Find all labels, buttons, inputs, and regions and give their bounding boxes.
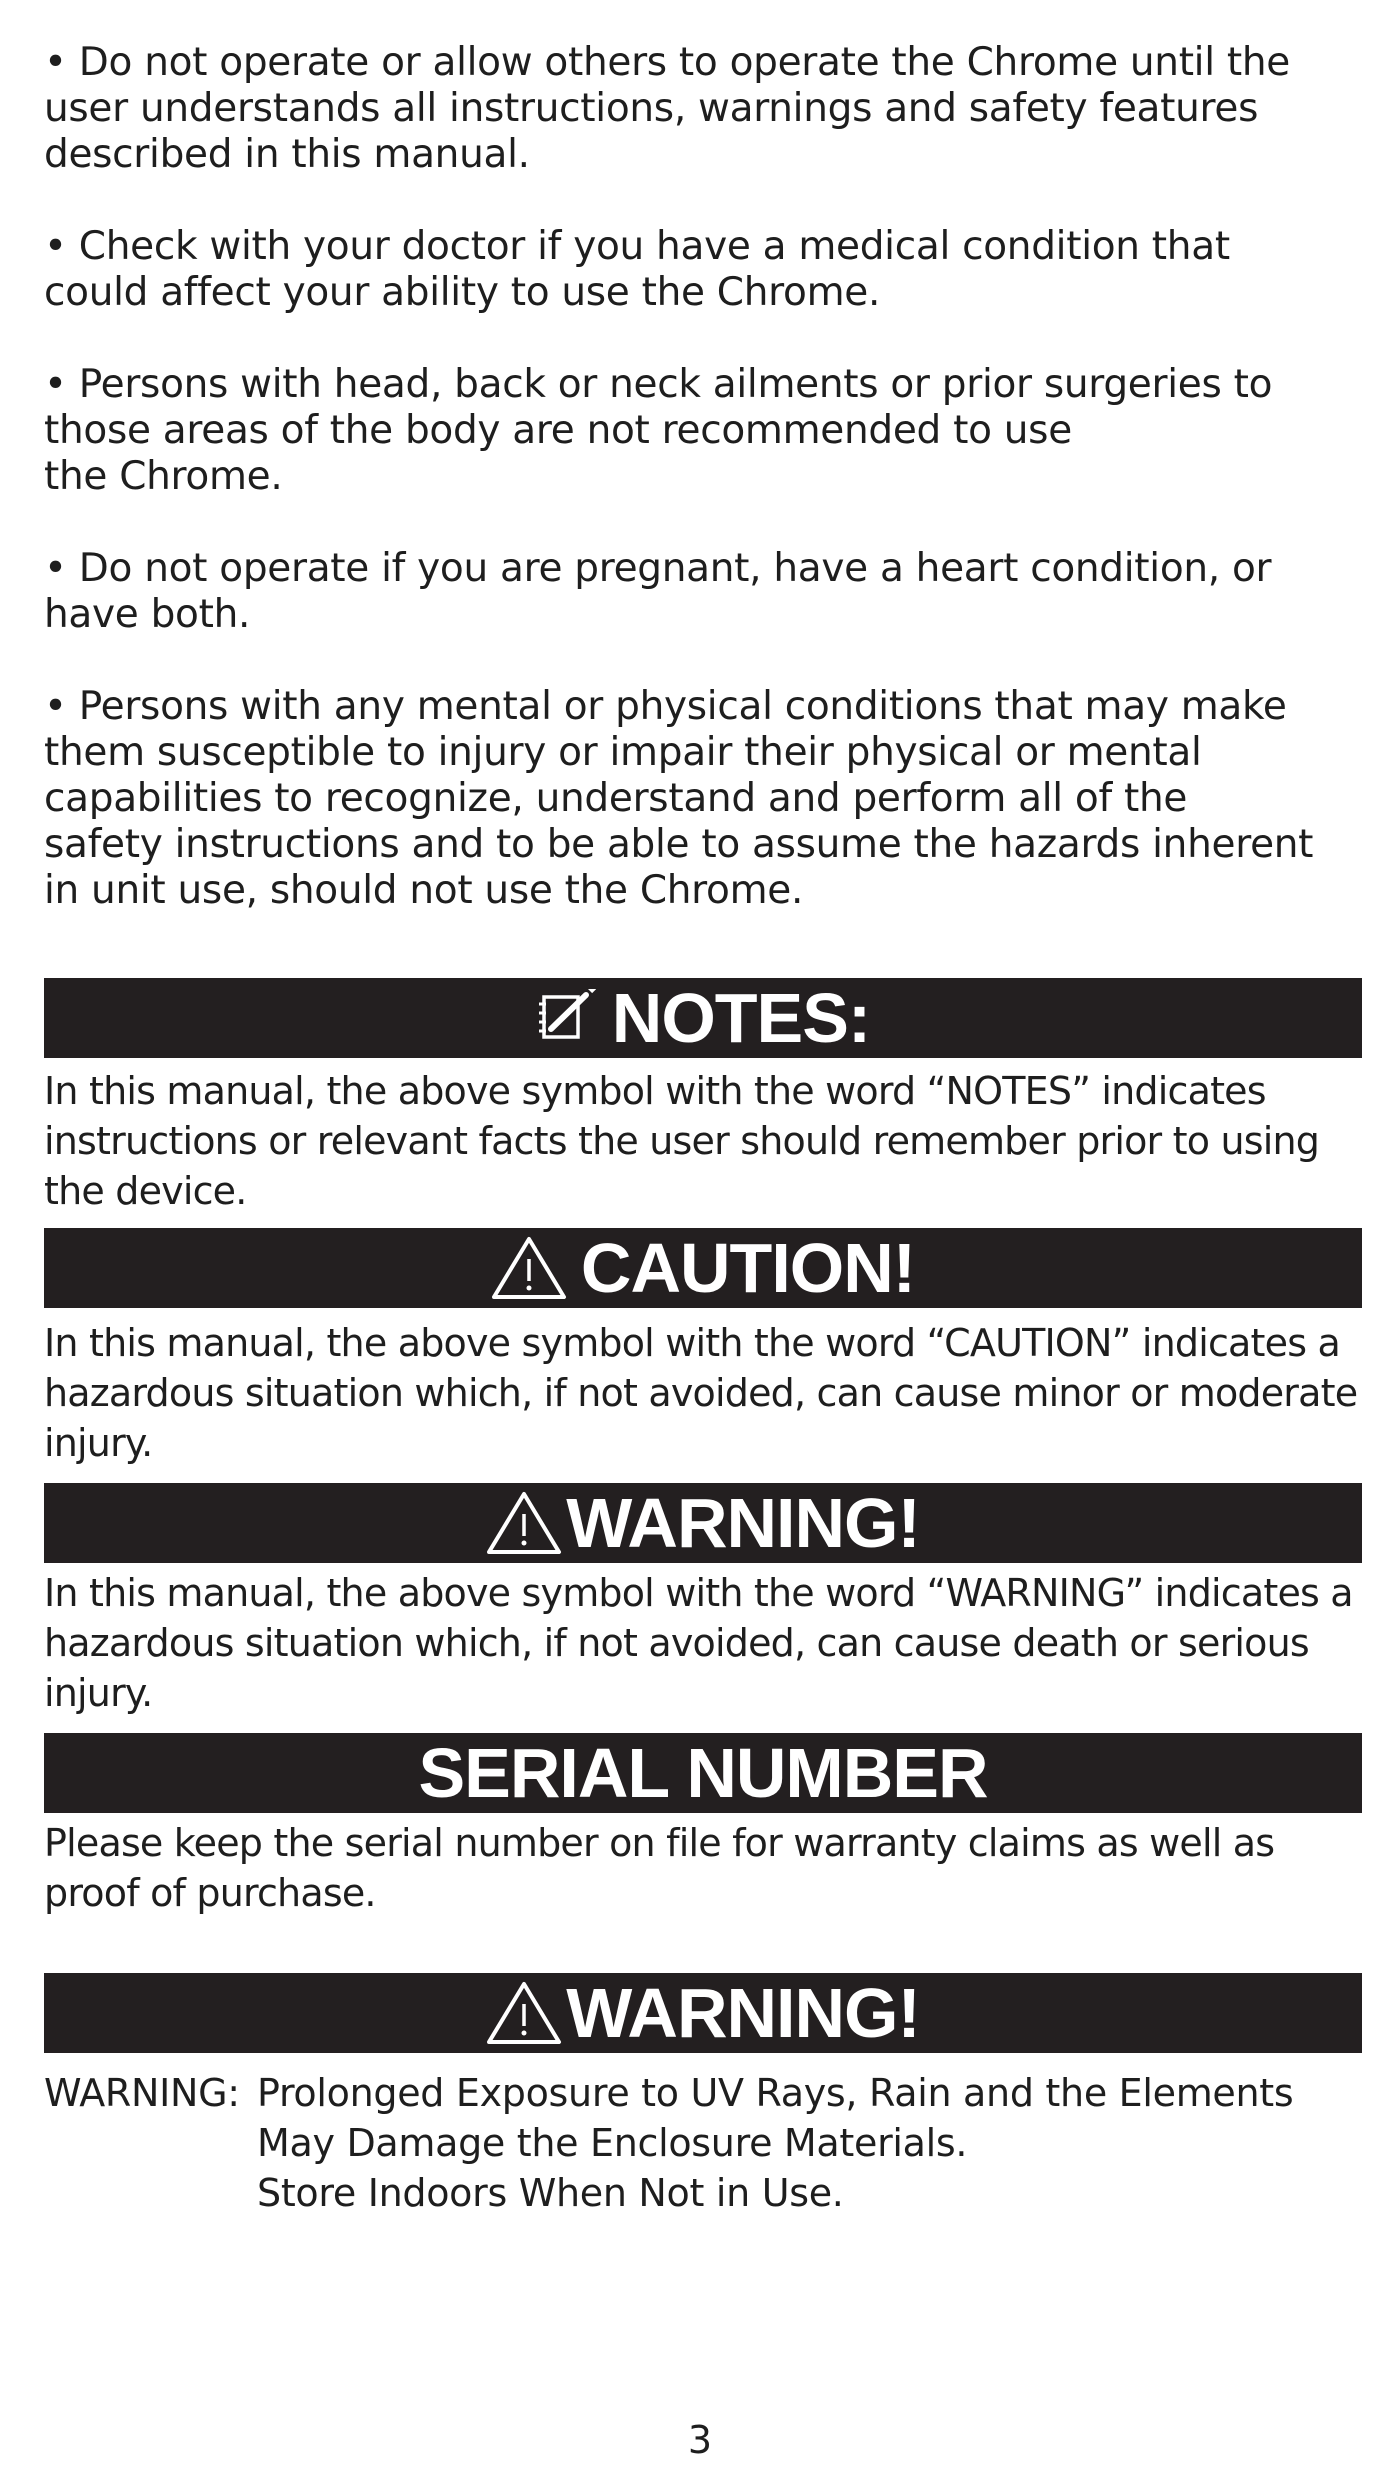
safety-bullet: • Do not operate or allow others to operate the Chrome until the user understands all instructions, warnings and safety features described in this manual. <box>44 40 1290 177</box>
notes-heading-bar <box>44 978 1362 1058</box>
notes-heading: NOTES: <box>611 979 871 1057</box>
warning-triangle-icon <box>486 1980 562 2046</box>
caution-description: In this manual, the above symbol with the word “CAUTION” indicates a hazardous situation which, if not avoided, can cause minor or moderate injury. <box>44 1321 1358 1465</box>
warning-triangle-icon <box>486 1490 562 1556</box>
warning-heading: WARNING! <box>566 1484 920 1562</box>
safety-bullet: • Persons with any mental or physical conditions that may make them susceptible to injury or impair their physical or mental capabilities to recognize, understand and perform all of the safety instructions and to be able to assume the hazards inherent in unit use, should not use the Chrome. <box>44 684 1314 913</box>
notes-description: In this manual, the above symbol with the word “NOTES” indicates instructions or relevant facts the user should remember prior to using the device. <box>44 1069 1320 1213</box>
caution-heading: CAUTION! <box>580 1229 916 1307</box>
serial-number-description: Please keep the serial number on file for warranty claims as well as proof of purchase. <box>44 1821 1275 1915</box>
notepad-pencil-icon <box>536 989 598 1047</box>
storage-warning <box>44 2068 1374 2218</box>
storage-warning-label: WARNING: <box>44 2071 240 2115</box>
serial-number-heading-bar <box>44 1733 1362 1813</box>
warning-heading-bar <box>44 1483 1362 1563</box>
storage-warning-line: Store Indoors When Not in Use. <box>257 2171 844 2215</box>
safety-bullet-list <box>44 40 1364 960</box>
safety-bullet: • Persons with head, back or neck ailments or prior surgeries to those areas of the body are not recommended to use the Chrome. <box>44 362 1273 499</box>
warning-triangle-icon <box>491 1235 567 1301</box>
storage-warning-first-line <box>44 2068 1374 2118</box>
warning-heading-2: WARNING! <box>566 1974 920 2052</box>
page-number: 3 <box>687 2418 713 2462</box>
serial-number-heading: SERIAL NUMBER <box>418 1734 988 1812</box>
storage-warning-line: Prolonged Exposure to UV Rays, Rain and the Elements <box>257 2071 1294 2115</box>
safety-bullet: • Check with your doctor if you have a medical condition that could affect your ability to use the Chrome. <box>44 224 1230 315</box>
safety-bullet: • Do not operate if you are pregnant, have a heart condition, or have both. <box>44 546 1272 637</box>
storage-warning-line: May Damage the Enclosure Materials. <box>257 2121 968 2165</box>
warning-heading-bar-2 <box>44 1973 1362 2053</box>
caution-heading-bar <box>44 1228 1362 1308</box>
warning-description: In this manual, the above symbol with the word “WARNING” indicates a hazardous situation which, if not avoided, can cause death or serious injury. <box>44 1571 1353 1715</box>
